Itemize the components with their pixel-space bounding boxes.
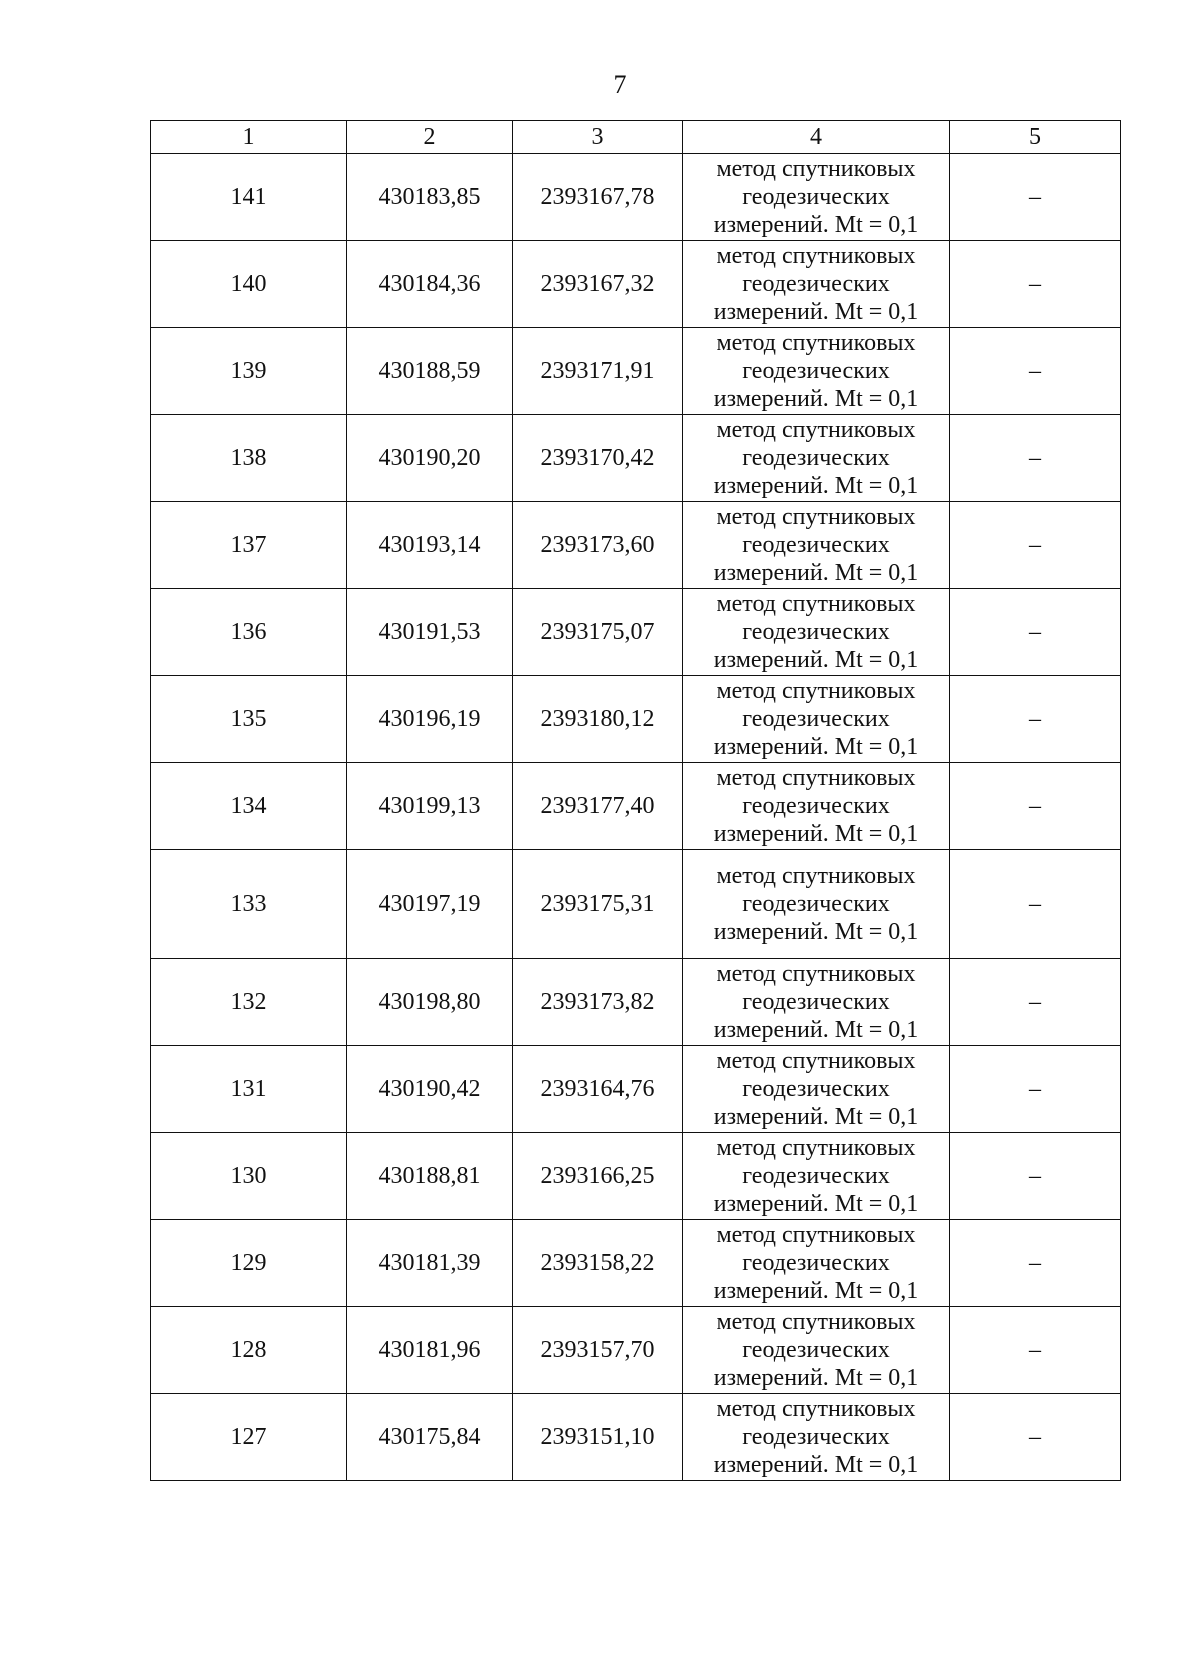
x-coordinate-cell: 430181,39 — [347, 1220, 513, 1307]
note-cell: – — [950, 589, 1121, 676]
point-number-cell: 141 — [151, 154, 347, 241]
x-coordinate-cell: 430175,84 — [347, 1394, 513, 1481]
table-row — [151, 676, 1121, 763]
table-row — [151, 328, 1121, 415]
method-cell — [683, 959, 950, 1046]
y-coordinate-cell: 2393157,70 — [513, 1307, 683, 1394]
method-text: метод спутниковых геодезических измерений. Mt = 0,1 — [713, 1396, 919, 1478]
note-cell: – — [950, 1307, 1121, 1394]
note-cell: – — [950, 763, 1121, 850]
note-cell: – — [950, 328, 1121, 415]
table-row — [151, 415, 1121, 502]
table-header — [151, 121, 1121, 154]
method-cell — [683, 502, 950, 589]
note-cell: – — [950, 415, 1121, 502]
note-cell: – — [950, 241, 1121, 328]
x-coordinate-cell: 430190,42 — [347, 1046, 513, 1133]
point-number-cell: 137 — [151, 502, 347, 589]
method-text: метод спутниковых геодезических измерений. Mt = 0,1 — [713, 504, 919, 586]
point-number-cell: 139 — [151, 328, 347, 415]
y-coordinate-cell: 2393173,82 — [513, 959, 683, 1046]
table-row — [151, 1046, 1121, 1133]
method-text: метод спутниковых геодезических измерений. Mt = 0,1 — [713, 243, 919, 325]
method-cell — [683, 1220, 950, 1307]
table-row — [151, 1220, 1121, 1307]
y-coordinate-cell: 2393175,31 — [513, 850, 683, 959]
x-coordinate-cell: 430191,53 — [347, 589, 513, 676]
column-header-4: 4 — [683, 121, 950, 154]
y-coordinate-cell: 2393166,25 — [513, 1133, 683, 1220]
method-cell — [683, 415, 950, 502]
note-cell: – — [950, 1133, 1121, 1220]
note-cell: – — [950, 959, 1121, 1046]
y-coordinate-cell: 2393167,78 — [513, 154, 683, 241]
coordinates-table — [150, 120, 1121, 1481]
table-row — [151, 1133, 1121, 1220]
y-coordinate-cell: 2393175,07 — [513, 589, 683, 676]
method-text: метод спутниковых геодезических измерений. Mt = 0,1 — [713, 765, 919, 847]
point-number-cell: 134 — [151, 763, 347, 850]
page-number: 7 — [613, 70, 627, 99]
method-text: метод спутниковых геодезических измерений. Mt = 0,1 — [713, 1222, 919, 1304]
point-number-cell: 132 — [151, 959, 347, 1046]
x-coordinate-cell: 430199,13 — [347, 763, 513, 850]
method-text: метод спутниковых геодезических измерений. Mt = 0,1 — [713, 961, 919, 1043]
point-number-cell: 129 — [151, 1220, 347, 1307]
x-coordinate-cell: 430181,96 — [347, 1307, 513, 1394]
method-cell — [683, 676, 950, 763]
table-body — [151, 154, 1121, 1481]
note-cell: – — [950, 676, 1121, 763]
column-header-5: 5 — [950, 121, 1121, 154]
table-row — [151, 763, 1121, 850]
header-row — [151, 121, 1121, 154]
column-header-3: 3 — [513, 121, 683, 154]
y-coordinate-cell: 2393180,12 — [513, 676, 683, 763]
note-cell: – — [950, 1220, 1121, 1307]
point-number-cell: 130 — [151, 1133, 347, 1220]
method-text: метод спутниковых геодезических измерений. Mt = 0,1 — [713, 417, 919, 499]
column-header-2: 2 — [347, 121, 513, 154]
x-coordinate-cell: 430198,80 — [347, 959, 513, 1046]
method-cell — [683, 1307, 950, 1394]
method-text: метод спутниковых геодезических измерений. Mt = 0,1 — [713, 863, 919, 945]
method-text: метод спутниковых геодезических измерений. Mt = 0,1 — [713, 1048, 919, 1130]
point-number-cell: 131 — [151, 1046, 347, 1133]
y-coordinate-cell: 2393158,22 — [513, 1220, 683, 1307]
method-cell — [683, 1133, 950, 1220]
point-number-cell: 135 — [151, 676, 347, 763]
method-cell — [683, 154, 950, 241]
x-coordinate-cell: 430184,36 — [347, 241, 513, 328]
y-coordinate-cell: 2393177,40 — [513, 763, 683, 850]
method-text: метод спутниковых геодезических измерений. Mt = 0,1 — [713, 678, 919, 760]
x-coordinate-cell: 430196,19 — [347, 676, 513, 763]
x-coordinate-cell: 430190,20 — [347, 415, 513, 502]
column-header-1: 1 — [151, 121, 347, 154]
x-coordinate-cell: 430183,85 — [347, 154, 513, 241]
point-number-cell: 128 — [151, 1307, 347, 1394]
table-row — [151, 850, 1121, 959]
note-cell: – — [950, 154, 1121, 241]
method-cell — [683, 763, 950, 850]
table-row — [151, 502, 1121, 589]
method-text: метод спутниковых геодезических измерений. Mt = 0,1 — [713, 156, 919, 238]
table-row — [151, 154, 1121, 241]
y-coordinate-cell: 2393151,10 — [513, 1394, 683, 1481]
table-row — [151, 1394, 1121, 1481]
note-cell: – — [950, 1394, 1121, 1481]
method-cell — [683, 241, 950, 328]
y-coordinate-cell: 2393170,42 — [513, 415, 683, 502]
table-row — [151, 959, 1121, 1046]
point-number-cell: 127 — [151, 1394, 347, 1481]
y-coordinate-cell: 2393167,32 — [513, 241, 683, 328]
method-text: метод спутниковых геодезических измерений. Mt = 0,1 — [713, 591, 919, 673]
table-row — [151, 241, 1121, 328]
method-text: метод спутниковых геодезических измерений. Mt = 0,1 — [713, 1135, 919, 1217]
y-coordinate-cell: 2393173,60 — [513, 502, 683, 589]
method-cell — [683, 850, 950, 959]
y-coordinate-cell: 2393171,91 — [513, 328, 683, 415]
y-coordinate-cell: 2393164,76 — [513, 1046, 683, 1133]
method-cell — [683, 1394, 950, 1481]
method-cell — [683, 328, 950, 415]
x-coordinate-cell: 430197,19 — [347, 850, 513, 959]
point-number-cell: 133 — [151, 850, 347, 959]
point-number-cell: 140 — [151, 241, 347, 328]
method-text: метод спутниковых геодезических измерений. Mt = 0,1 — [713, 330, 919, 412]
table-row — [151, 589, 1121, 676]
point-number-cell: 138 — [151, 415, 347, 502]
method-cell — [683, 589, 950, 676]
method-text: метод спутниковых геодезических измерений. Mt = 0,1 — [713, 1309, 919, 1391]
note-cell: – — [950, 850, 1121, 959]
method-cell — [683, 1046, 950, 1133]
point-number-cell: 136 — [151, 589, 347, 676]
x-coordinate-cell: 430188,59 — [347, 328, 513, 415]
note-cell: – — [950, 1046, 1121, 1133]
x-coordinate-cell: 430188,81 — [347, 1133, 513, 1220]
table-row — [151, 1307, 1121, 1394]
note-cell: – — [950, 502, 1121, 589]
x-coordinate-cell: 430193,14 — [347, 502, 513, 589]
